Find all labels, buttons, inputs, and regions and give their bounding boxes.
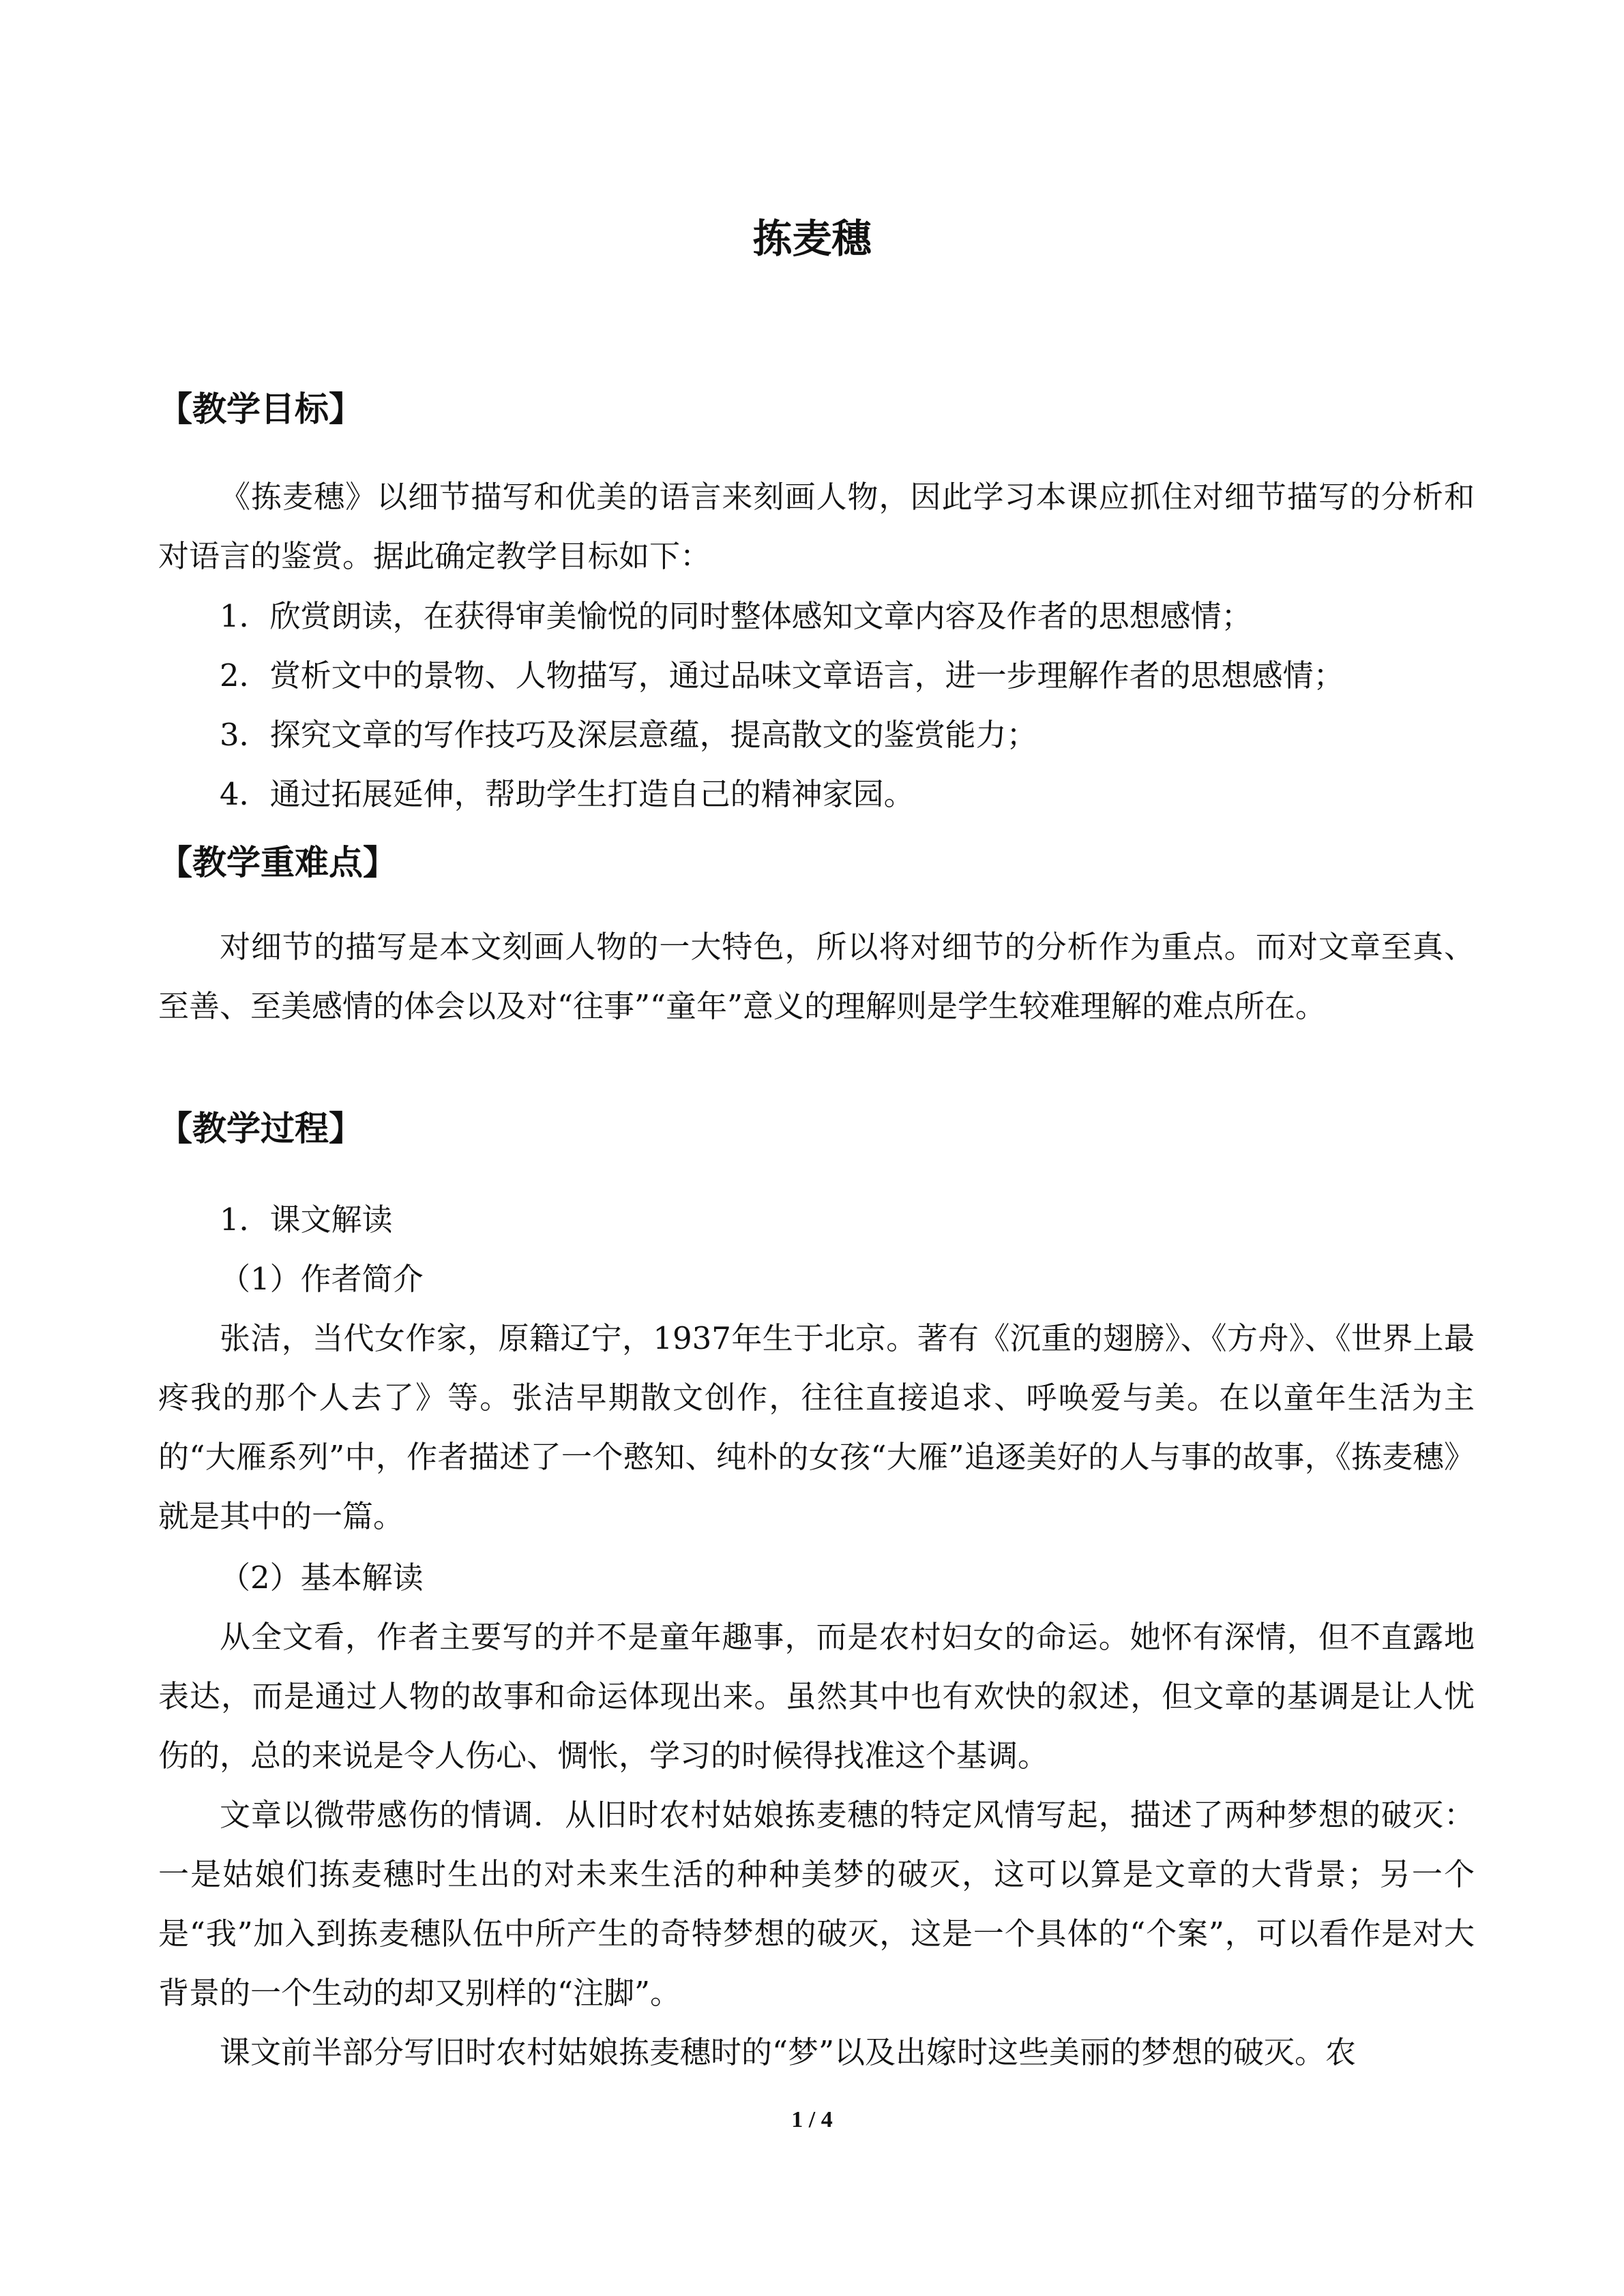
section-heading-process: 【教学过程】 [158, 1109, 363, 1148]
reading-paragraph-3: 课文前半部分写旧时农村姑娘拣麦穗时的“梦”以及出嫁时这些美丽的梦想的破灭。农 [220, 2034, 1357, 2070]
page-number: 1 / 4 [791, 2107, 833, 2132]
process-sub-2: （2）基本解读 [220, 1560, 424, 1596]
objective-item-2: 2．赏析文中的景物、人物描写，通过品味文章语言，进一步理解作者的思想感情； [220, 657, 1344, 694]
objective-item-4: 4．通过拓展延伸，帮助学生打造自己的精神家园。 [220, 776, 915, 812]
process-step-1: 1．课文解读 [220, 1202, 393, 1238]
author-intro-text: 张洁，当代女作家，原籍辽宁，1937年生于北京。著有《沉重的翅膀》、《方舟》、《世界上最疼我的那个人去了》等。张洁早期散文创作，往往直接追求、呼唤爱与美。在以童年生活为主的“大雁系列”中，作者描述了一个憨知、纯朴的女孩“大雁”追逐美好的人与事的故事，《拣麦穗》就是其中的一篇。 [158, 1320, 1475, 1534]
objective-item-3: 3．探究文章的写作技巧及深层意蕴，提高散文的鉴赏能力； [220, 717, 1037, 753]
process-sub-1: （1）作者简介 [220, 1261, 424, 1297]
reading-paragraph-2: 文章以微带感伤的情调．从旧时农村姑娘拣麦穗的特定风情写起，描述了两种梦想的破灭：一是姑娘们拣麦穗时生出的对未来生活的种种美梦的破灭，这可以算是文章的大背景；另一个是“我”加入到拣麦穗队伍中所产生的奇特梦想的破灭，这是一个具体的“个案”，可以看作是对大背景的一个生动的却又别样的“注脚”。 [158, 1797, 1475, 2011]
document-title: 拣麦穗 [752, 215, 872, 262]
reading-paragraph-1: 从全文看，作者主要写的并不是童年趣事，而是农村妇女的命运。她怀有深情，但不直露地表达，而是通过人物的故事和命运体现出来。虽然其中也有欢快的叙述，但文章的基调是让人忧伤的，总的来说是令人伤心、惆怅，学习的时候得找准这个基调。 [158, 1619, 1475, 1774]
objectives-intro: 《拣麦穗》以细节描写和优美的语言来刻画人物，因此学习本课应抓住对细节描写的分析和对语言的鉴赏。据此确定教学目标如下： [158, 479, 1475, 574]
section-heading-objectives: 【教学目标】 [158, 389, 363, 429]
key-points-text: 对细节的描写是本文刻画人物的一大特色，所以将对细节的分析作为重点。而对文章至真、至善、至美感情的体会以及对“往事”“童年”意义的理解则是学生较难理解的难点所在。 [158, 929, 1475, 1024]
objective-item-1: 1．欣赏朗读，在获得审美愉悦的同时整体感知文章内容及作者的思想感情； [220, 598, 1252, 634]
section-heading-key-points: 【教学重难点】 [158, 843, 397, 882]
